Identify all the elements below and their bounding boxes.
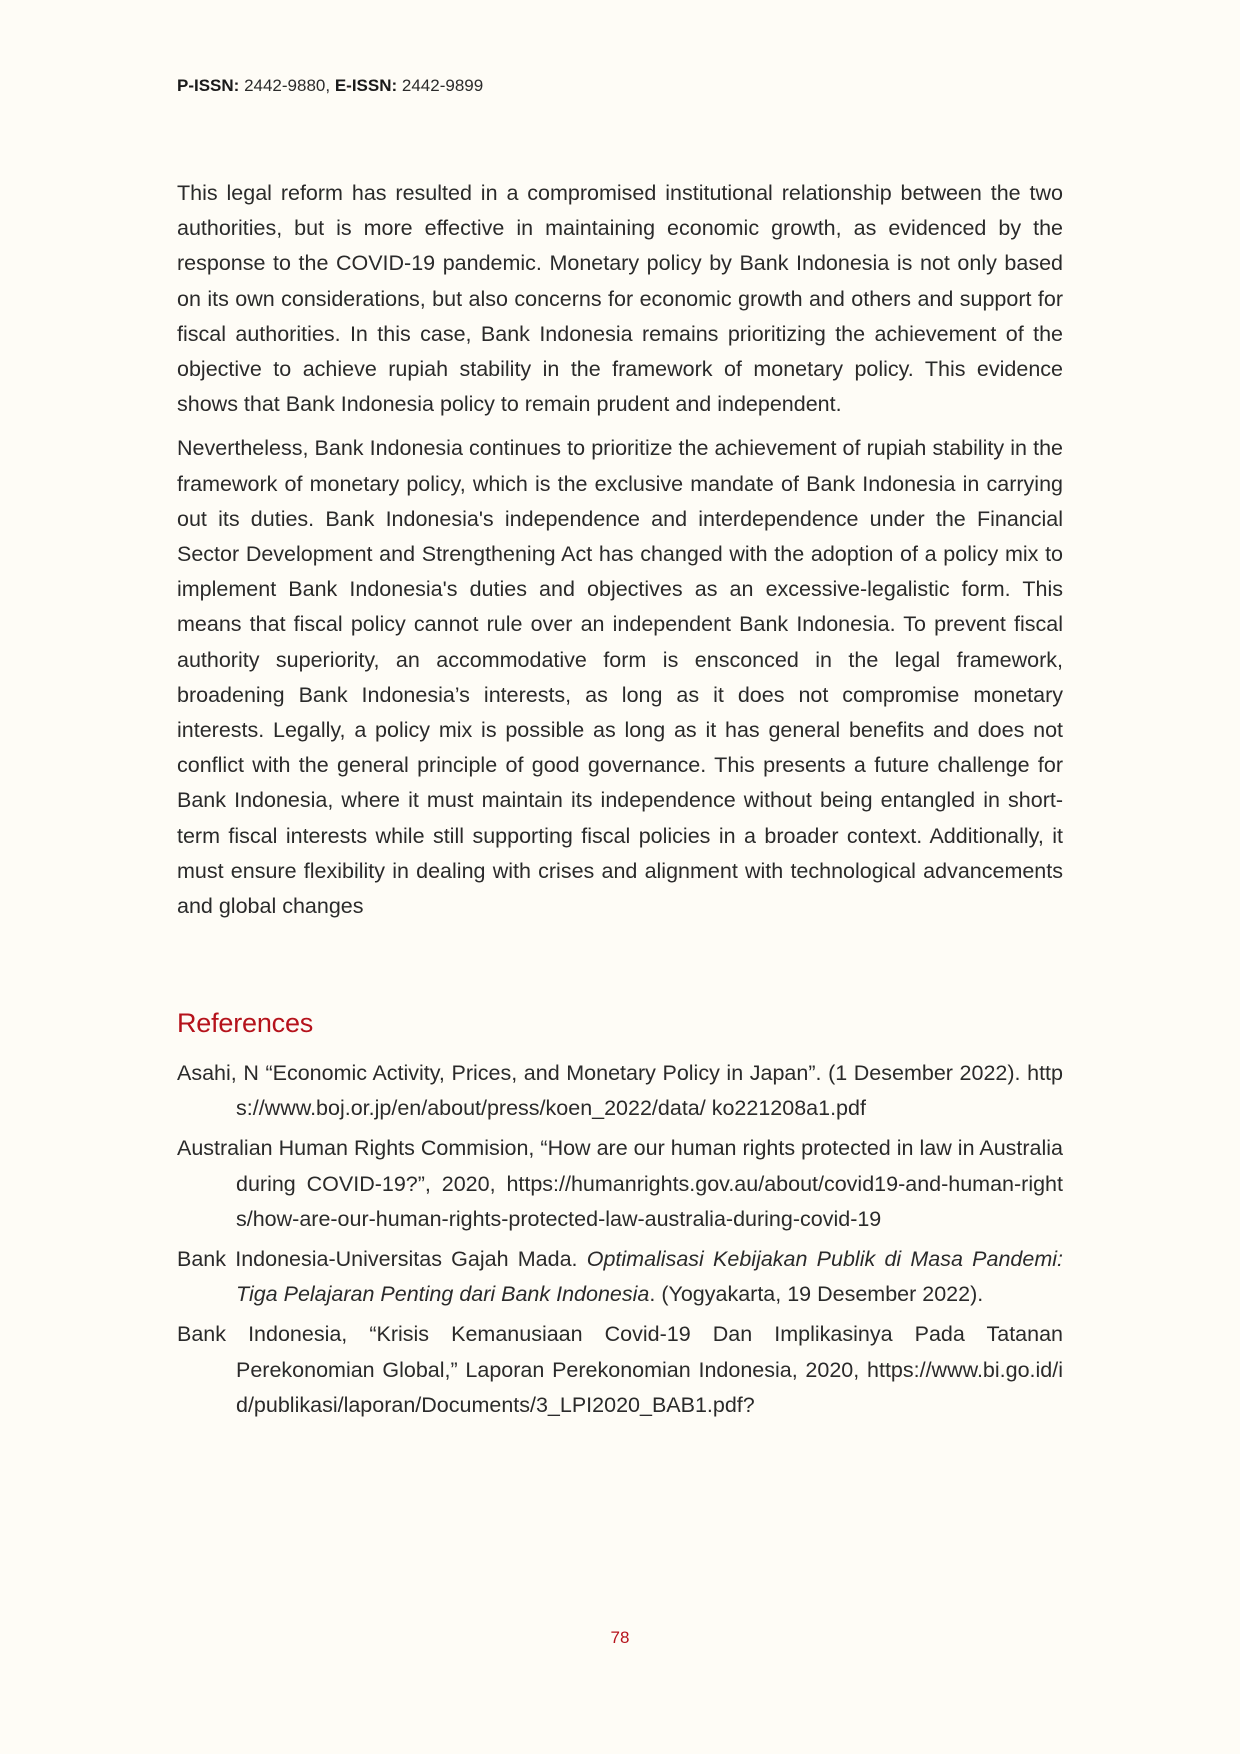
p-issn-label: P-ISSN: — [177, 76, 240, 95]
reference-details: . (Yogyakarta, 19 Desember 2022). — [649, 1282, 984, 1307]
reference-item — [177, 1131, 1063, 1237]
reference-text: Asahi, N “Economic Activity, Prices, and Monetary Policy in Japan”. (1 Desember 2022). — [177, 1061, 1021, 1085]
reference-url[interactable]: https://www.bi.go.id/id/publikasi/laporan/Documents/3_LPI2020_BAB1.pdf? — [236, 1357, 1063, 1417]
references-list — [177, 1056, 1063, 1428]
e-issn-label: E-ISSN: — [334, 76, 398, 95]
reference-url[interactable]: https://www.boj.or.jp/en/about/press/koen_2022/data/ ko221208a1.pdf — [236, 1061, 1063, 1121]
body-text — [177, 176, 1063, 933]
paragraph: Nevertheless, Bank Indonesia continues to prioritize the achievement of rupiah stability in the framework of monetary policy, which is the exclusive mandate of Bank Indonesia in carrying out its duties. Bank Indonesia's independence and interdependence under the Financial Sector Development and Strengthening Act has changed with the adoption of a policy mix to implement Bank Indonesia's duties and objectives as an excessive-legalistic form. This means that fiscal policy cannot rule over an independent Bank Indonesia. To prevent fiscal authority superiority, an accommodative form is ensconced in the legal framework, broadening Bank Indonesia’s interests, as long as it does not compromise monetary interests. Legally, a policy mix is possible as long as it has general benefits and does not conflict with the general principle of good governance. This presents a future challenge for Bank Indonesia, where it must maintain its independence without being entangled in short-term fiscal interests while still supporting fiscal policies in a broader context. Additionally, it must ensure flexibility in dealing with crises and alignment with technological advancements and global changes — [177, 436, 1063, 919]
reference-item — [177, 1317, 1063, 1423]
reference-item — [177, 1056, 1063, 1126]
reference-text: Australian Human Rights Commision, “How are our human rights protected in law in Australia during COVID-19?”, 2020, https://humanrights.gov.au/about/covid19-and-human-rights/how-are-our-human-rights-protected-law-australia-during-covid-19 — [177, 1136, 1063, 1231]
reference-text: Bank Indonesia, “Krisis Kemanusiaan Covid-19 Dan Implikasinya Pada Tatanan Perekonomian Global,” Laporan Perekonomian Indonesia, 2020, — [177, 1322, 1063, 1382]
p-issn-value: 2442-9880, — [239, 76, 335, 95]
reference-item — [177, 1242, 1063, 1312]
reference-author: Bank Indonesia-Universitas Gajah Mada. — [177, 1247, 587, 1272]
reference-title: Optimalisasi Kebijakan Publik di Masa Pandemi: Tiga Pelajaran Penting dari Bank Indonesia — [236, 1247, 1064, 1307]
document-page — [177, 0, 1063, 1754]
page-number: 78 — [610, 1628, 630, 1647]
paragraph: This legal reform has resulted in a compromised institutional relationship between the two authorities, but is more effective in maintaining economic growth, as evidenced by the response to the COVID-19 pandemic. Monetary policy by Bank Indonesia is not only based on its own considerations, but also concerns for economic growth and others and support for fiscal authorities. In this case, Bank Indonesia remains prioritizing the achievement of the objective to achieve rupiah stability in the framework of monetary policy. This evidence shows that Bank Indonesia policy to remain prudent and independent. — [177, 181, 1063, 417]
e-issn-value: 2442-9899 — [397, 76, 484, 95]
references-heading: References — [177, 1008, 314, 1038]
issn-header — [177, 76, 483, 96]
